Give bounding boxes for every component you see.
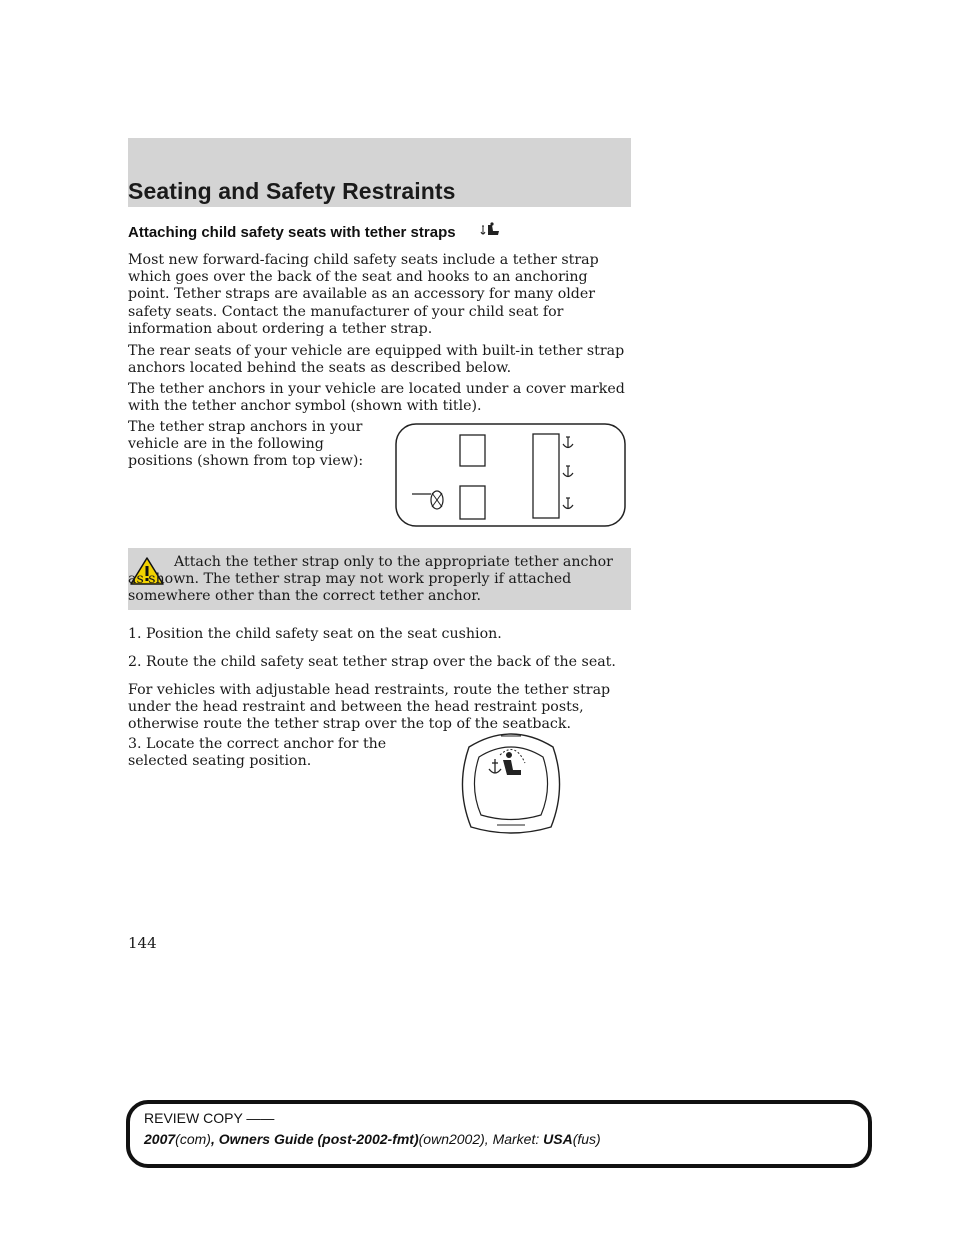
step-1: 1. Position the child safety seat on the seat cushion. <box>128 626 502 642</box>
review-copy-label: REVIEW COPY —— <box>144 1110 275 1126</box>
paragraph-rear-seats: The rear seats of your vehicle are equipped with built-in tether strap anchors located behind the seats as described below. <box>128 343 625 377</box>
child-seat-tether-icon <box>480 222 502 240</box>
footer-fus: (fus) <box>572 1131 601 1147</box>
page-header-title: Seating and Safety Restraints <box>128 178 456 204</box>
paragraph-tether-intro: Most new forward-facing child safety seats include a tether strap which goes over the back of the seat and hooks to an anchoring point. Tether straps are available as an accessory for many older safety seats. Contact the manufacturer of your child seat for information about ordering a tether strap. <box>128 252 599 337</box>
footer-com: (com) <box>175 1131 211 1147</box>
paragraph-anchor-positions: The tether strap anchors in your vehicle are in the following positions (shown from top view): <box>128 419 364 470</box>
anchor-cover-illustration <box>455 727 567 835</box>
page-number: 144 <box>128 934 157 952</box>
review-copy-details <box>144 1131 601 1147</box>
tether-anchor-positions-diagram <box>395 423 626 527</box>
step-2: 2. Route the child safety seat tether strap over the back of the seat. <box>128 654 616 670</box>
footer-market-label: , Market: <box>484 1131 544 1147</box>
footer-market: USA <box>543 1131 573 1147</box>
paragraph-anchor-cover: The tether anchors in your vehicle are located under a cover marked with the tether anchor symbol (shown with title). <box>128 381 625 415</box>
warning-text: Attach the tether strap only to the appropriate tether anchor as shown. The tether strap may not work properly if attached somewhere other than the correct tether anchor. <box>128 554 613 605</box>
footer-own: (own2002) <box>418 1131 485 1147</box>
section-title: Attaching child safety seats with tether straps <box>128 224 456 241</box>
paragraph-head-restraints: For vehicles with adjustable head restraints, route the tether strap under the head restraint and between the head restraint posts, otherwise route the tether strap over the top of the seatback. <box>128 682 611 733</box>
footer-guide: , Owners Guide (post-2002-fmt) <box>210 1131 419 1147</box>
step-3: 3. Locate the correct anchor for the selected seating position. <box>128 736 387 770</box>
footer-year: 2007 <box>144 1131 176 1147</box>
